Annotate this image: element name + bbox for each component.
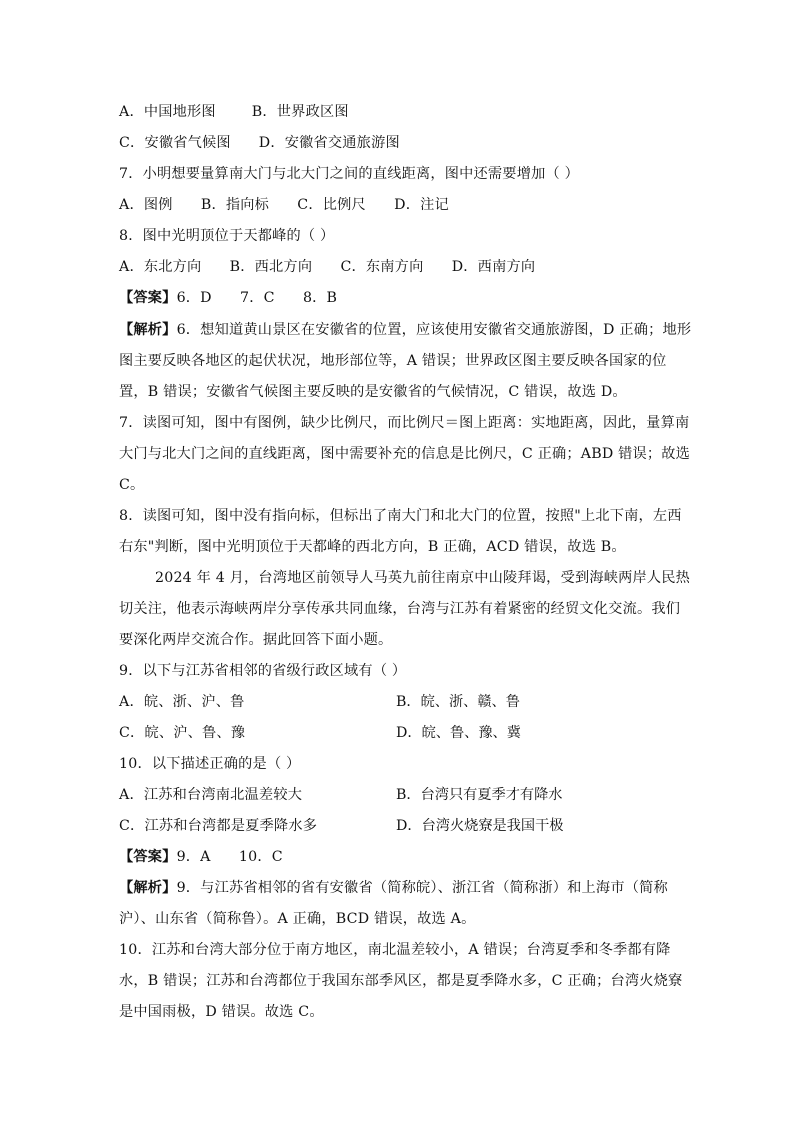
answer-block-2 <box>119 847 283 867</box>
q7-stem: 7．小明想要量算南大门与北大门之间的直线距离，图中还需要增加（ ） <box>119 166 579 182</box>
answer-tag: 【答案】 <box>119 849 177 865</box>
answer-block-1 <box>119 288 337 308</box>
analysis-1-line2: 图主要反映各地区的起伏状况，地形部位等，A 错误；世界政区图主要反映各国家的位 <box>119 353 667 369</box>
analysis-block-1-line1: 【解析】6．想知道黄山景区在安徽省的位置，应该使用安徽省交通旅游图，D 正确；地形 <box>119 322 692 338</box>
analysis-tag: 【解析】 <box>119 880 177 896</box>
q8-stem: 8．图中光明顶位于天都峰的（ ） <box>119 228 335 244</box>
passage-line2: 切关注，他表示海峡两岸分享传承共同血缘，台湾与江苏有着紧密的经贸文化交流。我们 <box>119 601 681 617</box>
q10-option-b: B．台湾只有夏季才有降水 <box>396 787 563 803</box>
analysis-block-2-line1: 【解析】9．与江苏省相邻的省有安徽省（简称皖）、浙江省（简称浙）和上海市（简称 <box>119 880 668 896</box>
q9-option-d: D．皖、鲁、豫、冀 <box>396 725 521 741</box>
q10-option-d: D．台湾火烧寮是我国干极 <box>396 818 564 834</box>
q10-option-a: A．江苏和台湾南北温差较大 <box>119 787 303 803</box>
q9-option-a: A．皖、浙、沪、鲁 <box>119 694 245 710</box>
analysis-1-line3: 置，B 错误；安徽省气候图主要反映的是安徽省的气候情况，C 错误，故选 D。 <box>119 384 627 400</box>
q9-stem: 9．以下与江苏省相邻的省级行政区域有（ ） <box>119 663 407 679</box>
analysis-1-line8: 右东"判断，图中光明顶位于天都峰的西北方向，B 正确，ACD 错误，故选 B。 <box>119 539 626 555</box>
analysis-1-line5: 大门与北大门之间的直线距离，图中需要补充的信息是比例尺，C 正确；ABD 错误；故选 <box>119 446 691 462</box>
analysis-2-line4: 水，B 错误；江苏和台湾都位于我国东部季风区，都是夏季降水多，C 正确；台湾火烧寮 <box>119 973 683 989</box>
analysis-tag: 【解析】 <box>119 322 177 338</box>
q8-options: A．东北方向 B．西北方向 C．东南方向 D．西南方向 <box>119 259 536 275</box>
analysis-1-line4: 7．读图可知，图中有图例，缺少比例尺，而比例尺＝图上距离：实地距离，因此，量算南 <box>119 415 690 431</box>
q6-options-row2 <box>119 133 400 153</box>
q10-option-c: C．江苏和台湾都是夏季降水多 <box>119 818 318 834</box>
analysis-2-line5: 是中国雨极，D 错误。故选 C。 <box>119 1004 324 1020</box>
analysis-2-line2: 沪）、山东省（简称鲁）。A 正确，BCD 错误，故选 A。 <box>119 911 476 927</box>
q9-option-c: C．皖、沪、鲁、豫 <box>119 725 246 741</box>
q6-option-c: C．安徽省气候图 <box>119 135 231 151</box>
passage-line3: 要深化两岸交流合作。据此回答下面小题。 <box>119 632 393 648</box>
q7-options: A．图例 B．指向标 C．比例尺 D．注记 <box>119 197 449 213</box>
q6-option-b: B．世界政区图 <box>251 104 349 120</box>
analysis-1-line7: 8．读图可知，图中没有指向标，但标出了南大门和北大门的位置，按照"上北下南，左西 <box>119 508 682 524</box>
analysis-2-line3: 10．江苏和台湾大部分位于南方地区，南北温差较小，A 错误；台湾夏季和冬季都有降 <box>119 942 671 958</box>
q6-option-a: A．中国地形图 <box>119 104 216 120</box>
q10-stem: 10．以下描述正确的是（ ） <box>119 756 301 772</box>
answer-text: 9．A 10．C <box>176 849 283 865</box>
analysis-1-line6: C。 <box>119 477 145 493</box>
q6-options-row1 <box>119 102 349 122</box>
passage-line1: 2024 年 4 月，台湾地区前领导人马英九前往南京中山陵拜谒，受到海峡两岸人民热 <box>155 570 691 586</box>
answer-tag: 【答案】 <box>119 290 177 306</box>
q6-option-d: D．安徽省交通旅游图 <box>258 135 400 151</box>
answer-text: 6．D 7．C 8．B <box>176 290 338 306</box>
q9-option-b: B．皖、浙、赣、鲁 <box>396 694 520 710</box>
